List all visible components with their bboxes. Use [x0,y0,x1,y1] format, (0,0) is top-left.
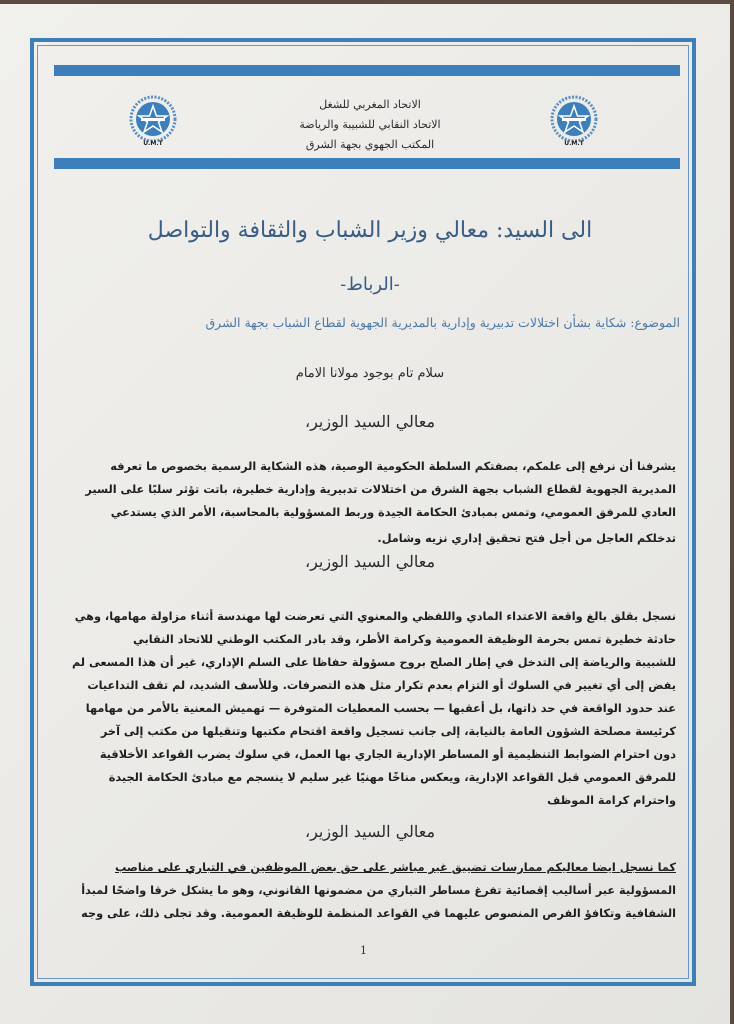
paragraph-1 [56,455,676,550]
paragraph-line: عند حدود الواقعة في حد ذاتها، بل أعقبها — بحسب المعطيات المتوفرة — تهميش المعنية بالأمر من مهامها [85,702,676,715]
header-bar-bottom [54,158,680,169]
org-name-line-1: الاتحاد المغربي للشغل [319,98,421,111]
paragraph-line: حادثة خطيرة تمس بحرمة الوظيفة العمومية وكرامة الأطر، وقد بادر المكتب الوطني للاتحاد النقابي [133,633,676,646]
header-bar-top [54,65,680,76]
salutation-1: معالي السيد الوزير، [304,412,436,431]
org-name-line-2: الاتحاد النقابي للشبيبة والرياضة [299,118,441,131]
paragraph-line: دون احترام الضوابط التنظيمية أو المساطر الإدارية الجاري بها العمل، في سلوك يضرب القواعد الأخلاقية [99,748,676,761]
paragraph-line: المديرية الجهوية لقطاع الشباب بجهة الشرق من اختلالات تدبيرية وإدارية خطيرة، باتت تؤثر سلبًا على السير [85,483,676,496]
addressee-city: -الرباط- [340,274,400,295]
paragraph-line: المسؤولية عبر أساليب إقصائية تفرغ مساطر التباري من مضمونها القانوني، وهو ما يشكل خرقا واضحًا لمبدأ [81,884,676,897]
paragraph-line: تدخلكم العاجل من أجل فتح تحقيق إداري نزيه وشامل. [377,532,676,545]
paragraph-line: للمرفق العمومي قبل القواعد الإدارية، ويعكس مناخًا مهنيًا غير سليم لا ينسجم مع مبادئ الحكامة الجيدة [108,771,676,784]
paragraph-line: العادي للمرفق العمومي، وتمس بمبادئ الحكامة الجيدة وربط المسؤولية بالمحاسبة، الأمر الذي يستدعي [110,506,676,519]
letter-subject: الموضوع: شكاية بشأن اختلالات تدبيرية وإدارية بالمديرية الجهوية لقطاع الشباب بجهة الشرق [205,315,680,330]
addressee-title: الى السيد: معالي وزير الشباب والثقافة والتواصل [147,218,593,243]
paragraph-line: كما نسجل ايضا معاليكم ممارسات تضييق غير مباشر على حق بعض الموظفين في التباري على مناصب [114,861,676,874]
paragraph-line: يشرفنا أن نرفع إلى علمكم، بصفتكم السلطة الحكومية الوصية، هذه الشكاية الرسمية بخصوص ما تعرفه [110,460,676,473]
umt-logo-icon [548,95,600,147]
paragraph-2 [56,605,676,812]
svg-text:U.M.T: U.M.T [143,140,163,147]
paragraph-line: الشفافية وتكافؤ الفرص المنصوص عليهما في القواعد المنظمة للوظيفة العمومية. وقد تجلى ذلك، على وجه [81,907,676,920]
page-number: 1 [360,944,367,957]
paragraph-line: نسجل بقلق بالغ واقعة الاعتداء المادي واللفظي والمعنوي التي تعرضت لها مهندسة أثناء مزاولة مهامها، وهي [74,610,676,623]
salutation-2: معالي السيد الوزير، [304,552,436,571]
salutation-3: معالي السيد الوزير، [304,822,436,841]
paragraph-3 [56,856,676,925]
paragraph-line: واحترام كرامة الموظف [547,794,676,807]
svg-text:U.M.T: U.M.T [564,140,584,147]
paragraph-line: للشبيبة والرياضة إلى التدخل في إطار الصلح بروح مسؤولة حفاظا على السلم الإداري، غير أن هذا المسعى لم [71,656,676,669]
paragraph-line: يفض إلى أي تغيير في السلوك أو التزام بعدم تكرار مثل هذه التصرفات. وللأسف الشديد، لم تقف التداعيات [87,679,676,692]
org-name-line-3: المكتب الجهوي بجهة الشرق [305,138,435,151]
greeting: سلام تام بوجود مولانا الامام [295,366,445,381]
umt-logo-icon [127,95,179,147]
paragraph-line: كرئيسة مصلحة الشؤون العامة بالنيابة، إلى جانب تسجيل واقعة اقتحام مكتبها وتنقيلها من مكتب إلى آخر [100,725,676,738]
